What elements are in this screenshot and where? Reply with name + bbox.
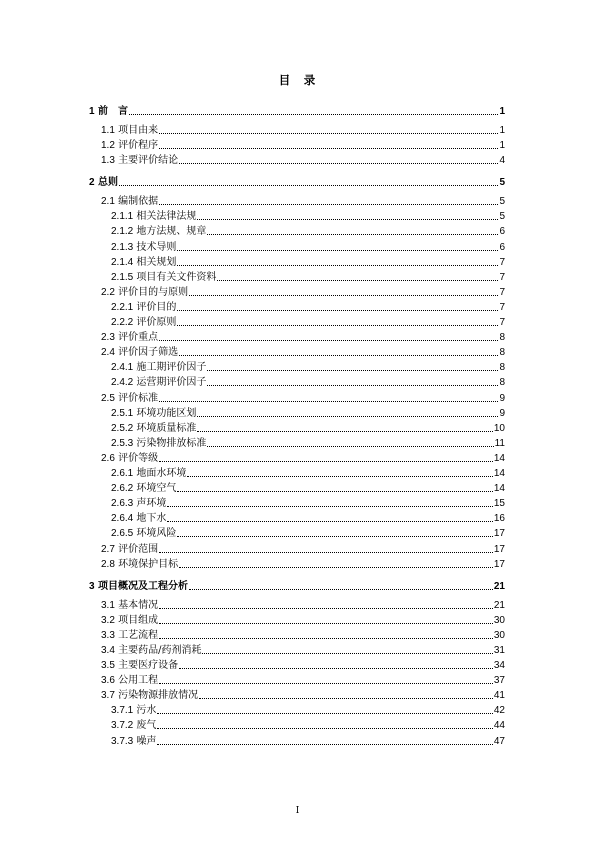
dot-leader: [189, 588, 493, 590]
toc-entry-title: [101, 645, 201, 657]
toc-entry-title: [111, 257, 176, 269]
toc-entry-title: [111, 513, 166, 525]
toc-entry-number: 2.5.3: [111, 437, 134, 449]
dot-leader: [129, 113, 498, 115]
toc-entry-label: 环境空气: [133, 483, 177, 495]
dot-leader: [159, 622, 493, 624]
toc-entry-label: 污水: [133, 705, 157, 717]
toc-entry[interactable]: [111, 299, 505, 314]
toc-entry-number: 3.4: [101, 644, 115, 656]
toc-entry[interactable]: [101, 556, 505, 571]
dot-leader: [159, 400, 498, 402]
toc-entry-title: [101, 287, 188, 299]
dot-leader: [159, 607, 493, 609]
dot-leader: [177, 264, 498, 266]
toc-entry-title: [111, 468, 186, 480]
toc-entry-number: 2.4.2: [111, 377, 134, 389]
toc-entry-page: 30: [493, 614, 505, 626]
toc-entry-title: [101, 196, 158, 208]
toc-entry-title: [101, 559, 178, 571]
toc-entry-label: 总则: [94, 177, 119, 189]
dot-leader: [159, 203, 498, 205]
toc-entry[interactable]: [111, 465, 505, 480]
dot-leader: [159, 132, 498, 134]
dot-leader: [179, 667, 493, 669]
toc-entry-number: 2.1.2: [111, 226, 134, 238]
toc-entry-number: 3.7.3: [111, 735, 134, 747]
toc-entry-title: [101, 675, 158, 687]
toc-entry-title: [101, 615, 158, 627]
toc-entry-number: 1.3: [101, 155, 115, 167]
toc-entry-label: 评价因子筛选: [114, 347, 179, 359]
toc-entry-title: [111, 408, 196, 420]
toc-entry-label: 主要评价结论: [114, 155, 179, 167]
toc-entry-title: [111, 226, 206, 238]
dot-leader: [179, 566, 493, 568]
toc-entry-title: [111, 705, 156, 717]
dot-leader: [207, 445, 493, 447]
toc-entry[interactable]: [101, 612, 505, 627]
toc-entry[interactable]: [111, 223, 505, 238]
toc-entry[interactable]: [89, 103, 505, 118]
toc-entry-label: 项目由来: [114, 125, 159, 136]
dot-leader: [159, 460, 493, 462]
toc-entry[interactable]: [101, 642, 505, 657]
toc-entry-page: 7: [499, 317, 505, 328]
dot-leader: [207, 369, 498, 371]
toc-entry-page: 41: [493, 690, 505, 702]
toc-entry[interactable]: [101, 687, 505, 702]
toc-entry-label: 技术导则: [133, 241, 177, 253]
toc-entry-title: [111, 377, 206, 389]
dot-leader: [167, 520, 492, 522]
toc-entry-number: 2.4.1: [111, 362, 134, 374]
toc-entry-label: 编制依据: [114, 196, 159, 208]
dot-leader: [159, 551, 493, 553]
toc-entry-page: 7: [499, 271, 505, 283]
toc-entry-title: [111, 720, 156, 732]
toc-title: 目 录: [278, 73, 317, 87]
toc-entry[interactable]: [89, 174, 505, 189]
dot-leader: [179, 354, 498, 356]
toc-entry-label: 前 言: [94, 106, 129, 117]
toc-entry-page: 21: [493, 599, 505, 611]
toc-entry[interactable]: [101, 672, 505, 687]
toc-entry-number: 2.1.3: [111, 241, 134, 253]
toc-entry-number: 3.7.2: [111, 720, 134, 732]
toc-entry-label: 地下水: [133, 513, 167, 525]
toc-entry-title: [101, 125, 158, 137]
toc-entry[interactable]: [101, 657, 505, 672]
toc-entry-label: 噪声: [133, 735, 157, 747]
toc-entry-number: 3.7.1: [111, 705, 134, 717]
toc-entry-number: 2.2.2: [111, 317, 134, 328]
toc-entry-label: 项目组成: [114, 614, 159, 626]
toc-entry-title: [101, 347, 178, 359]
toc-entry-title: [111, 317, 176, 329]
toc-entry-label: 主要医疗设备: [114, 660, 179, 671]
toc-entry[interactable]: [111, 405, 505, 420]
toc-entry-title: [89, 106, 128, 118]
page-number: I: [295, 806, 300, 816]
toc-entry-page: 1: [499, 106, 505, 117]
toc-entry-title: [101, 140, 158, 152]
toc-entry-title: [111, 438, 206, 450]
dot-leader: [189, 294, 498, 296]
toc-entry[interactable]: [89, 578, 505, 593]
toc-entry-label: 评价目的: [133, 301, 177, 313]
toc-entry-page: 1: [499, 125, 505, 136]
toc-entry[interactable]: [101, 152, 505, 167]
toc-entry[interactable]: [111, 480, 505, 495]
toc-entry-page: 34: [493, 660, 505, 671]
toc-entry-title: [101, 332, 158, 344]
toc-entry[interactable]: [111, 254, 505, 269]
toc-entry-label: 评价等级: [114, 452, 159, 464]
toc-entry-number: 2.1.1: [111, 211, 134, 223]
dot-leader: [159, 339, 498, 341]
dot-leader: [157, 712, 492, 714]
toc-entry-label: 评价重点: [114, 332, 159, 344]
toc-entry-label: 环境质量标准: [133, 422, 197, 434]
toc-entry-number: 3.1: [101, 599, 115, 611]
toc-entry[interactable]: [101, 193, 505, 208]
dot-leader: [197, 415, 498, 417]
toc-entry-number: 1.2: [101, 140, 115, 152]
toc-entry[interactable]: [101, 541, 505, 556]
toc-entry-label: 评价程序: [114, 140, 159, 152]
dot-leader: [177, 535, 492, 537]
dot-leader: [202, 652, 492, 654]
toc-entry-label: 主要药品/药剂消耗: [114, 644, 202, 656]
toc-entry-title: [101, 155, 178, 167]
toc-entry-page: 17: [493, 558, 505, 570]
dot-leader: [159, 682, 493, 684]
toc-entry-label: 相关规划: [133, 256, 177, 268]
toc-entry-title: [101, 690, 198, 702]
toc-entry-page: 7: [499, 256, 505, 268]
toc-entry-number: 2.5: [101, 392, 115, 404]
toc-entry-number: 2: [89, 177, 95, 189]
toc-entry-page: 5: [499, 196, 505, 208]
dot-leader: [217, 279, 498, 281]
toc-entry-page: 4: [499, 155, 505, 167]
dot-leader: [179, 162, 498, 164]
toc-entry-number: 2.7: [101, 543, 115, 555]
toc-entry-number: 3.7: [101, 690, 115, 702]
toc-entry-label: 工艺流程: [114, 629, 159, 641]
toc-entry-page: 9: [499, 407, 505, 419]
toc-entry-title: [111, 211, 196, 223]
toc-entry-page: 17: [493, 528, 505, 540]
toc-entry-title: [111, 272, 216, 284]
toc-entry[interactable]: [111, 208, 505, 223]
toc-entry-title: [111, 736, 156, 748]
toc-entry-page: 8: [499, 377, 505, 389]
toc-entry-title: [101, 660, 178, 672]
toc-entry[interactable]: [111, 420, 505, 435]
toc-entry-number: 2.8: [101, 558, 115, 570]
toc-entry-number: 2.5.2: [111, 422, 134, 434]
toc-entry-title: [111, 528, 176, 540]
toc-entry-label: 基本情况: [114, 599, 159, 611]
toc-entry-number: 3: [89, 580, 95, 592]
dot-leader: [157, 743, 492, 745]
toc-entry-number: 2.1: [101, 196, 115, 208]
toc-entry-title: [111, 302, 176, 314]
toc-entry-page: 5: [499, 177, 505, 189]
toc-entry-label: 公用工程: [114, 675, 159, 687]
toc-entry[interactable]: [111, 495, 505, 510]
toc-entry[interactable]: [111, 717, 505, 732]
toc-entry-title: [111, 423, 196, 435]
toc-entry-page: 14: [493, 452, 505, 464]
toc-entry-number: 2.3: [101, 332, 115, 344]
toc-entry-number: 2.5.1: [111, 407, 134, 419]
dot-leader: [177, 249, 498, 251]
toc-entry-label: 声环境: [133, 498, 167, 510]
toc-entry-label: 项目有关文件资料: [133, 271, 217, 283]
dot-leader: [177, 490, 492, 492]
toc-entry-label: 相关法律法规: [133, 211, 197, 223]
dot-leader: [207, 233, 498, 235]
toc-entry-page: 6: [499, 241, 505, 253]
toc-entry[interactable]: [111, 702, 505, 717]
toc-entry-page: 8: [499, 362, 505, 374]
toc-entry-page: 9: [499, 392, 505, 404]
toc-entry-number: 2.6.4: [111, 513, 134, 525]
toc-entry-number: 2.1.5: [111, 271, 134, 283]
toc-entry[interactable]: [101, 122, 505, 137]
toc-entry-title: [101, 393, 158, 405]
toc-entry-number: 3.6: [101, 675, 115, 687]
toc-entry-page: 5: [499, 211, 505, 223]
dot-leader: [199, 697, 493, 699]
toc-entry-label: 环境功能区划: [133, 407, 197, 419]
toc-entry-number: 3.2: [101, 614, 115, 626]
dot-leader: [197, 430, 492, 432]
toc-entry-title: [101, 544, 158, 556]
toc-entry-number: 1.1: [101, 125, 115, 136]
toc-entry-page: 42: [493, 705, 505, 717]
toc-entry-label: 评价原则: [133, 317, 177, 328]
toc-entry-label: 评价标准: [114, 392, 159, 404]
toc-entry-page: 14: [493, 483, 505, 495]
toc-entry[interactable]: [111, 374, 505, 389]
dot-leader: [187, 475, 492, 477]
toc-entry-page: 31: [493, 644, 505, 656]
toc-entry[interactable]: [111, 510, 505, 525]
toc-entry[interactable]: [111, 359, 505, 374]
toc-entry-label: 施工期评价因子: [133, 362, 207, 374]
toc-entry-page: 1: [499, 140, 505, 152]
toc-entry-label: 环境保护目标: [114, 558, 179, 570]
toc-entry-page: 15: [493, 498, 505, 510]
dot-leader: [167, 505, 492, 507]
toc-entry-page: 44: [493, 720, 505, 732]
toc-entry-number: 2.6: [101, 452, 115, 464]
toc-entry[interactable]: [101, 284, 505, 299]
toc-entry-label: 污染物源排放情况: [114, 690, 199, 702]
toc-entry-page: 47: [493, 735, 505, 747]
toc-entry-number: 3.3: [101, 629, 115, 641]
toc-entry-title: [111, 498, 166, 510]
toc-entry-title: [111, 362, 206, 374]
dot-leader: [119, 184, 498, 186]
toc-entry-label: 评价目的与原则: [114, 286, 189, 298]
toc-entry-page: 10: [493, 422, 505, 434]
dot-leader: [177, 309, 498, 311]
toc-entry-page: 14: [493, 468, 505, 479]
toc-entry[interactable]: [101, 329, 505, 344]
toc-entry-number: 2.1.4: [111, 256, 134, 268]
toc-entry-title: [111, 483, 176, 495]
toc-entry[interactable]: [101, 450, 505, 465]
toc-entry-page: 16: [493, 513, 505, 525]
toc-entry[interactable]: [101, 597, 505, 612]
dot-leader: [159, 147, 498, 149]
toc-entry-label: 地面水环境: [133, 468, 187, 479]
toc-entry[interactable]: [101, 344, 505, 359]
toc-entry-title: [101, 630, 158, 642]
toc-entry-label: 环境风险: [133, 528, 177, 540]
toc-entry-number: 3.5: [101, 660, 115, 671]
toc-entry[interactable]: [111, 733, 505, 748]
toc-entry[interactable]: [111, 269, 505, 284]
toc-entry-number: 2.4: [101, 347, 115, 359]
toc-entry-number: 2.2.1: [111, 301, 134, 313]
dot-leader: [157, 727, 492, 729]
toc-entry-label: 污染物排放标准: [133, 437, 207, 449]
toc-entry-page: 30: [493, 629, 505, 641]
toc-entry-label: 运营期评价因子: [133, 377, 207, 389]
toc-entry-label: 项目概况及工程分析: [94, 580, 189, 592]
dot-leader: [207, 384, 498, 386]
toc-entry-title: [89, 581, 188, 593]
toc-entry-label: 地方法规、规章: [133, 226, 207, 238]
toc-entry-page: 17: [493, 543, 505, 555]
dot-leader: [159, 637, 493, 639]
toc-entry-page: 8: [499, 347, 505, 359]
toc-entry[interactable]: [101, 137, 505, 152]
toc-entry[interactable]: [111, 525, 505, 540]
toc-entry-page: 8: [499, 332, 505, 344]
toc-entry-number: 2.6.1: [111, 468, 134, 479]
toc-entry-number: 2.6.5: [111, 528, 134, 540]
toc-entry-title: [101, 600, 158, 612]
toc-entry-number: 2.6.3: [111, 498, 134, 510]
toc-entry-label: 评价范围: [114, 543, 159, 555]
toc-entry-number: 2.6.2: [111, 483, 134, 495]
toc-entry[interactable]: [111, 239, 505, 254]
toc-entry-page: 7: [499, 301, 505, 313]
toc-entry-number: 2.2: [101, 286, 115, 298]
toc-entry-label: 废气: [133, 720, 157, 732]
dot-leader: [197, 218, 498, 220]
toc-entry-page: 11: [494, 437, 505, 449]
toc-entry-number: 1: [89, 106, 95, 117]
dot-leader: [177, 324, 498, 326]
toc-entry-page: 21: [493, 580, 505, 592]
toc-entry[interactable]: [111, 314, 505, 329]
toc-entry-title: [111, 242, 176, 254]
toc-entry[interactable]: [101, 390, 505, 405]
toc-entry-page: 7: [499, 286, 505, 298]
toc-entry-title: [89, 177, 118, 189]
toc-entry-page: 6: [499, 226, 505, 238]
toc-entry[interactable]: [111, 435, 505, 450]
toc-entry[interactable]: [101, 627, 505, 642]
toc-entry-page: 37: [493, 675, 505, 687]
toc-entry-title: [101, 453, 158, 465]
